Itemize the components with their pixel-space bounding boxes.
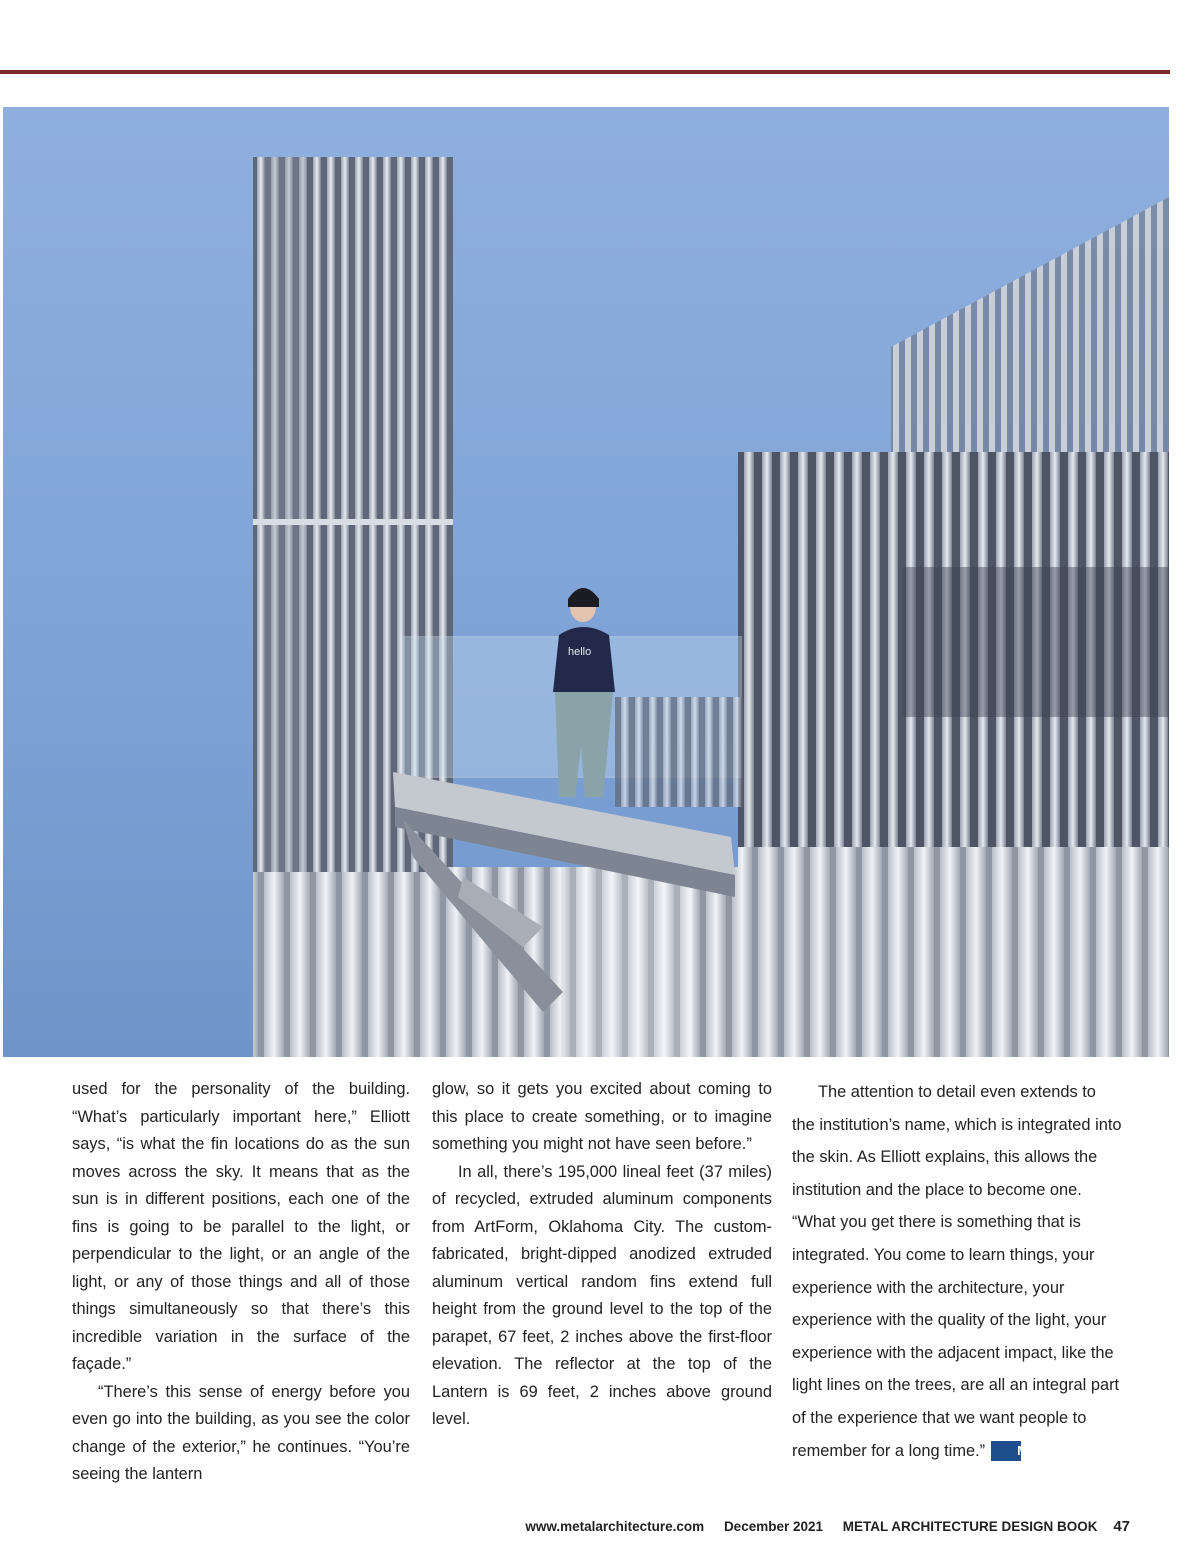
top-rule [0, 70, 1170, 74]
text-column-1 [72, 1076, 410, 1489]
paragraph: used for the personality of the building. “What’s particularly important here,” Elliott says, “is what the fin locations do as the sun moves across the sky. It means that as the sun is in different positions, each one of the fins is going to be parallel to the light, or perpendicular to the light, or an angle of the light, or any of those things and all of those things simultaneously so that there’s this incredible variation in the surface of the façade.” [72, 1080, 410, 1373]
footer-publication: METAL ARCHITECTURE DESIGN BOOK [842, 1519, 1098, 1534]
footer-date: December 2021 [723, 1519, 824, 1534]
paragraph: In all, there’s 195,000 lineal feet (37 miles) of recycled, extruded aluminum components from ArtForm, Oklahoma City. The custom-fabricated, bright-dipped anodized extruded aluminum vertical random fins extend full height from the ground level to the top of the parapet, 67 feet, 2 inches above the first-floor elevation. The reflector at the top of the Lantern is 69 feet, 2 inches above ground level. [432, 1162, 772, 1428]
building-photo [3, 107, 1169, 1057]
ma-logo-icon: Ma [991, 1441, 1021, 1461]
paragraph: glow, so it gets you excited about coming to this place to create something, or to imagine something you might not have seen before.” [432, 1080, 772, 1153]
paragraph-text: The attention to detail even extends to the institution’s name, which is integrated into the skin. As Elliott explains, this allows the institution and the place to become one. “What you get there is something that is integrated. You come to learn things, your experience with the architecture, your experience with the quality of the light, your experience with the adjacent impact, like the light lines on the trees, are all an integral part of the experience that we want people to remember for a long time.” [792, 1083, 1122, 1460]
svg-text:hello: hello [568, 646, 592, 658]
page-footer [509, 1518, 1130, 1535]
paragraph: “There’s this sense of energy before you even go into the building, as you see the color change of the exterior,” he continues. “You’re seeing the lantern [72, 1382, 410, 1483]
text-column-3 [792, 1076, 1122, 1467]
building-facade-photo-icon [3, 107, 1169, 1057]
text-column-2 [432, 1076, 772, 1434]
footer-url: www.metalarchitecture.com [525, 1519, 705, 1534]
paragraph [792, 1076, 1122, 1467]
page-number: 47 [1113, 1518, 1130, 1535]
